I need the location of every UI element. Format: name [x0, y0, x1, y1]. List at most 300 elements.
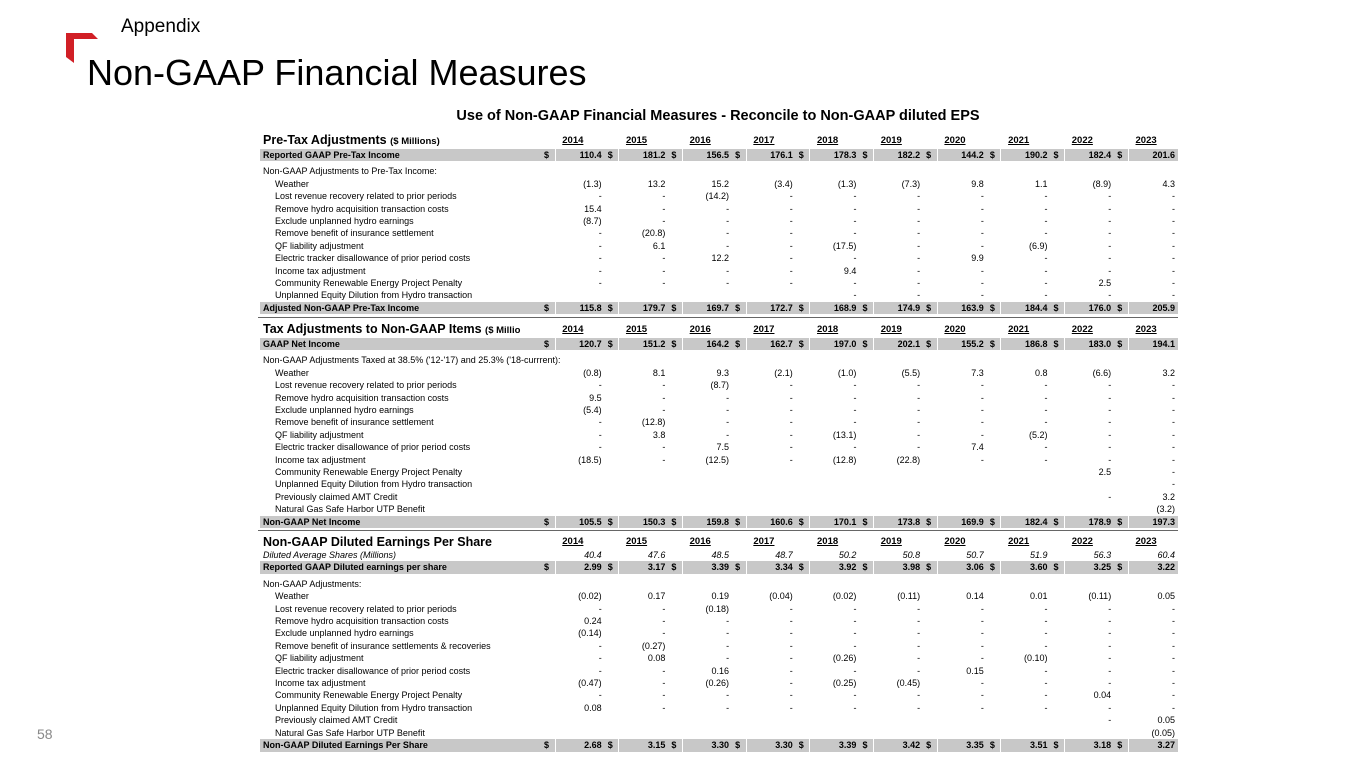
row-value: - — [980, 628, 984, 639]
currency-symbol: $ — [541, 739, 555, 751]
row-value: - — [917, 429, 921, 440]
currency-symbol: $ — [541, 149, 555, 161]
row-value: - — [726, 203, 730, 214]
row-value: - — [662, 690, 666, 701]
currency-symbol: $ — [859, 561, 873, 573]
row-value — [668, 478, 732, 490]
row-value: (13.1) — [832, 429, 857, 440]
table-row — [260, 289, 1178, 301]
row-value: - — [917, 392, 921, 403]
currency-symbol: $ — [732, 561, 746, 573]
row-value — [796, 727, 860, 739]
row-label: QF liability adjustment — [275, 429, 364, 440]
row-value — [796, 503, 860, 515]
row-value: - — [917, 253, 921, 264]
adjusted-row-value: 159.8 — [683, 516, 733, 528]
row-label: Income tax adjustment — [275, 454, 366, 465]
table-row — [260, 590, 1178, 602]
row-value: 1.1 — [1034, 178, 1048, 189]
section-heading — [260, 322, 541, 338]
row-value: 13.2 — [647, 178, 666, 189]
row-value: (5.4) — [583, 405, 602, 416]
table-row — [260, 677, 1178, 689]
row-value: - — [726, 429, 730, 440]
row-label: Unplanned Equity Dilution from Hydro transaction — [275, 702, 473, 713]
row-value: (3.2) — [1156, 504, 1175, 515]
currency-symbol: $ — [1051, 149, 1065, 161]
currency-symbol: $ — [1114, 516, 1128, 528]
currency-symbol: $ — [923, 302, 937, 314]
row-value: (7.3) — [901, 178, 921, 189]
row-value: (6.6) — [1092, 367, 1112, 378]
adjusted-row-value: 3.42 — [874, 739, 924, 751]
currency-symbol: $ — [541, 302, 555, 314]
row-label: Community Renewable Energy Project Penalty — [275, 278, 463, 289]
row-value: - — [1172, 678, 1175, 689]
reported-row-value: 3.17 — [619, 561, 669, 573]
year-header: 2022 — [1071, 324, 1093, 335]
row-value: - — [789, 603, 793, 614]
shares-label: Diluted Average Shares (Millions) — [263, 550, 397, 560]
row-value: - — [726, 405, 730, 416]
row-value: - — [789, 253, 793, 264]
row-value: - — [726, 616, 730, 627]
row-label: Lost revenue recovery related to prior periods — [275, 191, 457, 202]
currency-symbol: $ — [668, 561, 682, 573]
row-value: - — [1172, 265, 1175, 276]
row-value: - — [917, 442, 921, 453]
row-value: - — [1172, 616, 1175, 627]
row-value — [796, 714, 860, 726]
row-value: 0.05 — [1157, 591, 1175, 602]
reported-row-value: 197.0 — [810, 338, 860, 350]
row-value: - — [980, 702, 984, 713]
table-row — [260, 441, 1178, 453]
row-label: Remove hydro acquisition transaction costs — [275, 203, 449, 214]
year-header: 2019 — [880, 324, 902, 335]
currency-symbol: $ — [859, 338, 873, 350]
row-label: Lost revenue recovery related to prior periods — [275, 603, 457, 614]
row-value — [1051, 478, 1115, 490]
row-value: - — [1044, 203, 1048, 214]
row-value: - — [598, 265, 602, 276]
currency-symbol: $ — [732, 149, 746, 161]
table-row — [260, 265, 1178, 277]
reported-row-value: 2.99 — [555, 561, 605, 573]
row-value — [1051, 503, 1115, 515]
year-header: 2017 — [753, 324, 775, 335]
row-value: (0.11) — [1088, 591, 1112, 602]
table-row — [260, 727, 1178, 739]
row-value: 9.8 — [971, 178, 984, 189]
reported-row-label: Reported GAAP Pre-Tax Income — [260, 149, 541, 161]
row-value: 0.14 — [966, 591, 984, 602]
row-value — [541, 727, 605, 739]
row-value: - — [917, 405, 921, 416]
row-value: - — [662, 405, 666, 416]
row-value — [987, 478, 1051, 490]
reported-row-value: 164.2 — [683, 338, 733, 350]
table-row — [260, 178, 1178, 190]
row-label: Electric tracker disallowance of prior period costs — [275, 665, 471, 676]
row-value — [668, 503, 732, 515]
table-row — [260, 379, 1178, 391]
row-value: 0.08 — [584, 702, 602, 713]
row-value: 12.2 — [711, 253, 730, 264]
reported-row-value: 182.4 — [1065, 149, 1115, 161]
row-value: - — [853, 690, 857, 701]
row-value: - — [726, 228, 730, 239]
row-label: QF liability adjustment — [275, 653, 364, 664]
year-header: 2021 — [1008, 135, 1030, 146]
year-header: 2020 — [944, 324, 966, 335]
table-row — [260, 416, 1178, 428]
section-heading — [260, 535, 541, 549]
row-value: 2.5 — [1098, 278, 1112, 289]
row-value: - — [789, 640, 793, 651]
row-value: - — [1108, 405, 1112, 416]
row-value — [987, 714, 1051, 726]
row-value: 4.3 — [1162, 178, 1175, 189]
row-value: - — [1172, 278, 1175, 289]
row-value: - — [662, 380, 666, 391]
row-value: - — [662, 616, 666, 627]
section-label: Appendix — [121, 16, 201, 37]
row-value: - — [1044, 265, 1048, 276]
row-value: (1.3) — [837, 178, 857, 189]
row-value: - — [1108, 628, 1112, 639]
row-value: - — [917, 191, 921, 202]
row-value — [987, 503, 1051, 515]
currency-symbol: $ — [923, 739, 937, 751]
row-value: 0.05 — [1157, 715, 1175, 726]
adjusted-row-value: 3.18 — [1065, 739, 1115, 751]
shares-value: 50.2 — [838, 550, 857, 560]
adjusted-row-value: 105.5 — [555, 516, 605, 528]
row-value: - — [1044, 702, 1048, 713]
row-value — [605, 466, 669, 478]
table-row — [260, 714, 1178, 726]
row-value: - — [1108, 715, 1112, 726]
adjusted-row-value: 3.51 — [1001, 739, 1051, 751]
table-row — [260, 392, 1178, 404]
table-row — [260, 240, 1178, 252]
year-header: 2023 — [1135, 324, 1157, 335]
row-value: - — [980, 417, 984, 428]
row-value: (18.5) — [578, 454, 602, 465]
row-value: - — [853, 290, 857, 301]
adjusted-row-label: Non-GAAP Diluted Earnings Per Share — [260, 739, 541, 751]
row-value: - — [980, 429, 984, 440]
row-value: (22.8) — [896, 454, 921, 465]
shares-value: 50.8 — [902, 550, 921, 560]
row-value: (0.8) — [583, 367, 602, 378]
year-header: 2015 — [625, 324, 648, 335]
row-value: - — [1108, 191, 1112, 202]
section-divider — [258, 530, 1178, 531]
currency-symbol: $ — [987, 516, 1001, 528]
row-value — [859, 503, 923, 515]
adjustments-label: Non-GAAP Adjustments Taxed at 38.5% ('12-'17) and 25.3% ('18-currrent): — [263, 355, 561, 366]
adjusted-row-label: Non-GAAP Net Income — [260, 516, 541, 528]
row-value — [668, 289, 732, 301]
row-value: - — [1044, 665, 1048, 676]
row-value: - — [853, 702, 857, 713]
row-value: - — [726, 640, 730, 651]
row-label: Remove hydro acquisition transaction costs — [275, 392, 449, 403]
year-header: 2021 — [1008, 324, 1030, 335]
reported-row-value: 186.8 — [1001, 338, 1051, 350]
year-header: 2016 — [689, 324, 711, 335]
row-value — [605, 727, 669, 739]
row-value: - — [726, 216, 730, 227]
table-row — [260, 478, 1178, 490]
row-value: - — [598, 228, 602, 239]
row-value: - — [1044, 278, 1048, 289]
row-value: 7.3 — [971, 367, 984, 378]
row-value: - — [980, 603, 984, 614]
row-label: Community Renewable Energy Project Penalty — [275, 467, 463, 478]
row-value: - — [1172, 640, 1175, 651]
row-value: - — [598, 253, 602, 264]
row-label: Unplanned Equity Dilution from Hydro transaction — [275, 290, 473, 301]
reported-row-value: 110.4 — [555, 149, 605, 161]
row-value: - — [917, 653, 921, 664]
row-value — [923, 491, 987, 503]
row-value: 3.8 — [652, 429, 666, 440]
row-value: - — [980, 290, 984, 301]
row-value: - — [662, 603, 666, 614]
row-value: - — [917, 603, 921, 614]
row-value — [987, 727, 1051, 739]
row-value: - — [1172, 665, 1175, 676]
row-value: (0.26) — [832, 653, 857, 664]
currency-symbol: $ — [1114, 149, 1128, 161]
row-value: 3.2 — [1162, 367, 1175, 378]
row-value: - — [1108, 203, 1112, 214]
section-heading-text: Tax Adjustments to Non-GAAP Items — [263, 322, 482, 336]
row-value: - — [917, 380, 921, 391]
adjusted-row-value: 3.39 — [810, 739, 860, 751]
row-value: - — [598, 665, 602, 676]
reported-row-value: 190.2 — [1001, 149, 1051, 161]
row-value: - — [789, 265, 793, 276]
row-value: - — [853, 380, 857, 391]
row-value: - — [917, 690, 921, 701]
adjusted-row-value: 170.1 — [810, 516, 860, 528]
table-row — [260, 190, 1178, 202]
row-value: - — [789, 380, 793, 391]
shares-value: 48.5 — [711, 550, 730, 560]
table-row — [260, 466, 1178, 478]
row-value — [732, 727, 796, 739]
row-value: - — [1108, 442, 1112, 453]
adjusted-row-value: 173.8 — [874, 516, 924, 528]
row-value: - — [1172, 429, 1175, 440]
row-value — [732, 491, 796, 503]
row-value: - — [917, 417, 921, 428]
row-value: - — [726, 690, 730, 701]
adjusted-row-value: 182.4 — [1001, 516, 1051, 528]
row-value: - — [1108, 603, 1112, 614]
row-value: - — [980, 380, 984, 391]
row-value: - — [789, 278, 793, 289]
row-value: (0.02) — [578, 591, 602, 602]
row-value: - — [1044, 290, 1048, 301]
year-header: 2014 — [562, 135, 584, 146]
row-value: - — [789, 442, 793, 453]
row-value: - — [1172, 603, 1175, 614]
row-value: - — [980, 690, 984, 701]
currency-symbol: $ — [796, 338, 810, 350]
row-value: - — [980, 216, 984, 227]
row-value: - — [853, 417, 857, 428]
row-value: - — [662, 702, 666, 713]
row-value: 9.3 — [716, 367, 730, 378]
currency-symbol: $ — [796, 149, 810, 161]
row-value: 0.24 — [584, 616, 602, 627]
row-value: (17.5) — [832, 240, 857, 251]
currency-symbol: $ — [605, 338, 619, 350]
row-value: - — [1172, 253, 1175, 264]
shares-value: 51.9 — [1029, 550, 1048, 560]
year-header: 2016 — [689, 536, 711, 547]
year-header: 2017 — [753, 536, 775, 547]
row-value: - — [1044, 454, 1048, 465]
adjusted-row-value: 169.7 — [683, 302, 733, 314]
row-value: - — [662, 628, 666, 639]
adjusted-row-value: 3.30 — [746, 739, 796, 751]
row-value: 6.1 — [652, 240, 666, 251]
adjusted-row-value: 150.3 — [619, 516, 669, 528]
row-value — [923, 466, 987, 478]
table-title: Use of Non-GAAP Financial Measures - Reconcile to Non-GAAP diluted EPS — [456, 108, 980, 124]
row-value: - — [980, 240, 984, 251]
row-value: - — [789, 678, 793, 689]
section-heading-unit: ($ Millions) — [390, 136, 440, 147]
row-value — [987, 466, 1051, 478]
row-label: Natural Gas Safe Harbor UTP Benefit — [275, 504, 425, 515]
table-row — [260, 665, 1178, 677]
row-value: - — [980, 616, 984, 627]
row-value: (14.2) — [705, 191, 730, 202]
row-value: 2.5 — [1098, 467, 1112, 478]
row-value: (0.14) — [578, 628, 602, 639]
shares-value: 48.7 — [775, 550, 793, 560]
year-header: 2023 — [1135, 135, 1157, 146]
row-value — [668, 466, 732, 478]
row-value: - — [1044, 690, 1048, 701]
currency-symbol: $ — [987, 338, 1001, 350]
currency-symbol: $ — [1051, 516, 1065, 528]
row-value — [923, 727, 987, 739]
adjusted-row-value: 3.27 — [1128, 739, 1178, 751]
row-value: - — [853, 628, 857, 639]
currency-symbol: $ — [987, 561, 1001, 573]
row-value: - — [1108, 702, 1112, 713]
row-value: (6.9) — [1028, 240, 1048, 251]
year-header: 2021 — [1008, 536, 1030, 547]
adjusted-row-value: 169.9 — [937, 516, 987, 528]
row-value: - — [1172, 240, 1175, 251]
row-value: - — [662, 392, 666, 403]
row-value — [605, 478, 669, 490]
row-value: - — [980, 191, 984, 202]
row-value: - — [598, 690, 602, 701]
currency-symbol: $ — [605, 561, 619, 573]
row-label: Previously claimed AMT Credit — [275, 715, 398, 726]
row-value: - — [726, 628, 730, 639]
row-value: - — [598, 380, 602, 391]
currency-symbol: $ — [1051, 561, 1065, 573]
row-value: 0.8 — [1034, 367, 1048, 378]
row-value: (0.25) — [832, 678, 857, 689]
reported-row-value: 3.06 — [937, 561, 987, 573]
row-value: - — [1172, 702, 1175, 713]
row-label: Remove hydro acquisition transaction costs — [275, 616, 449, 627]
row-value — [605, 714, 669, 726]
row-value: - — [1044, 191, 1048, 202]
row-value: - — [1108, 640, 1112, 651]
currency-symbol: $ — [923, 561, 937, 573]
currency-symbol: $ — [732, 338, 746, 350]
table-row — [260, 627, 1178, 639]
row-value: (8.7) — [710, 380, 730, 391]
currency-symbol: $ — [732, 739, 746, 751]
row-value: - — [853, 253, 857, 264]
row-value — [732, 289, 796, 301]
row-value — [923, 503, 987, 515]
row-value: - — [853, 228, 857, 239]
year-header: 2020 — [944, 536, 966, 547]
row-value: - — [853, 442, 857, 453]
row-value: - — [853, 640, 857, 651]
reported-row-value: 183.0 — [1065, 338, 1115, 350]
row-value: - — [662, 278, 666, 289]
adjusted-row-value: 174.9 — [874, 302, 924, 314]
table-row — [260, 367, 1178, 379]
row-value: - — [598, 417, 602, 428]
row-value: - — [1108, 417, 1112, 428]
currency-symbol: $ — [1051, 338, 1065, 350]
row-value: - — [662, 665, 666, 676]
row-value: - — [853, 405, 857, 416]
row-value: - — [980, 640, 984, 651]
row-value: - — [917, 265, 921, 276]
adjusted-row-label: Adjusted Non-GAAP Pre-Tax Income — [260, 302, 541, 314]
row-value: - — [1044, 253, 1048, 264]
row-value — [987, 491, 1051, 503]
row-value: - — [917, 616, 921, 627]
currency-symbol: $ — [859, 516, 873, 528]
currency-symbol: $ — [859, 302, 873, 314]
adjusted-row-value: 178.9 — [1065, 516, 1115, 528]
row-value: - — [1108, 392, 1112, 403]
year-header: 2016 — [689, 135, 711, 146]
row-value — [668, 727, 732, 739]
row-value: - — [853, 191, 857, 202]
row-value — [732, 503, 796, 515]
reported-row-value: 194.1 — [1128, 338, 1178, 350]
row-value: - — [853, 203, 857, 214]
year-header: 2019 — [880, 536, 902, 547]
row-value: - — [917, 628, 921, 639]
currency-symbol: $ — [668, 302, 682, 314]
currency-symbol: $ — [796, 739, 810, 751]
table-row — [260, 252, 1178, 264]
row-value — [859, 478, 923, 490]
row-value: - — [726, 417, 730, 428]
